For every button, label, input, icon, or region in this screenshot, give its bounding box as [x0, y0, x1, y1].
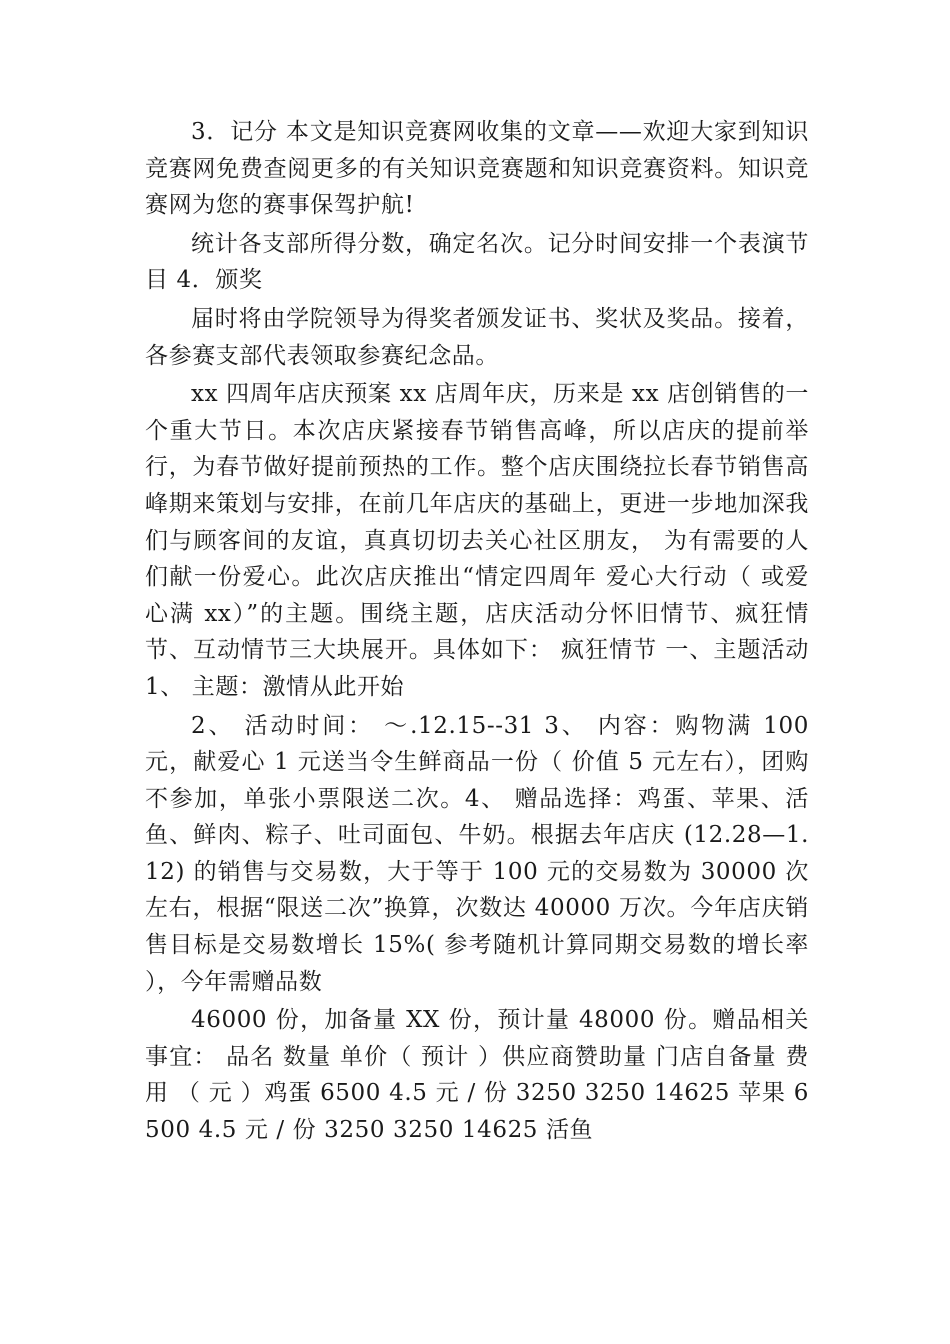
- paragraph-scoring: 3．记分 本文是知识竞赛网收集的文章——欢迎大家到知识竞赛网免费查阅更多的有关知识竞赛题和知识竞赛资料。知识竞赛网为您的赛事保驾护航!: [145, 119, 809, 219]
- paragraph-awards: 届时将由学院领导为得奖者颁发证书、奖状及奖品。接着，各参赛支部代表领取参赛纪念品。: [145, 305, 809, 369]
- paragraph-anniversary-plan: xx 四周年店庆预案 xx 店周年庆，历来是 xx 店创销售的一个重大节日。本次店庆紧接春节销售高峰，所以店庆的提前举行，为春节做好提前预热的工作。整个店庆围绕拉长春节销售高峰期来策划与安排，在前几年店庆的基础上，更进一步地加深我们与顾客间的友谊，真真切切去关心社区朋友， 为有需要的人们献一份爱心。此次店庆推出“情定四周年 爱心大行动（ 或爱心满 xx）”的主题。围绕主题，店庆活动分怀旧情节、疯狂情节、互动情节三大块展开。具体如下： 疯狂情节 一、主题活动 1、 主题：激情从此开始: [145, 381, 809, 700]
- paragraph-activity-details: 2、 活动时间： ～.12.15--31 3、 内容：购物满 100 元，献爱心 1 元送当令生鲜商品一份（ 价值 5 元左右），团购不参加，单张小票限送二次。4、 赠品选择：鸡蛋、苹果、活鱼、鲜肉、粽子、吐司面包、牛奶。根据去年店庆 (12.28—1.12) 的销售与交易数，大于等于 100 元的交易数为 30000 次左右，根据“限送二次”换算，次数达 40000 万次。今年店庆销售目标是交易数增长 15%( 参考随机计算同期交易数的增长率 ），今年需赠品数: [145, 712, 809, 995]
- paragraph-gift-table: 46000 份，加备量 XX 份，预计量 48000 份。赠品相关事宜： 品名 数量 单价（ 预计 ）供应商赞助量 门店自备量 费用 （ 元 ）鸡蛋 6500 4.5 元 / 份 3250 3250 14625 苹果 6500 4.5 元 / 份 3250 3250 14625 活鱼: [145, 1007, 809, 1144]
- paragraph-ranking: 统计各支部所得分数，确定名次。记分时间安排一个表演节目 4．颁奖: [145, 230, 809, 294]
- document-page: [145, 114, 809, 1151]
